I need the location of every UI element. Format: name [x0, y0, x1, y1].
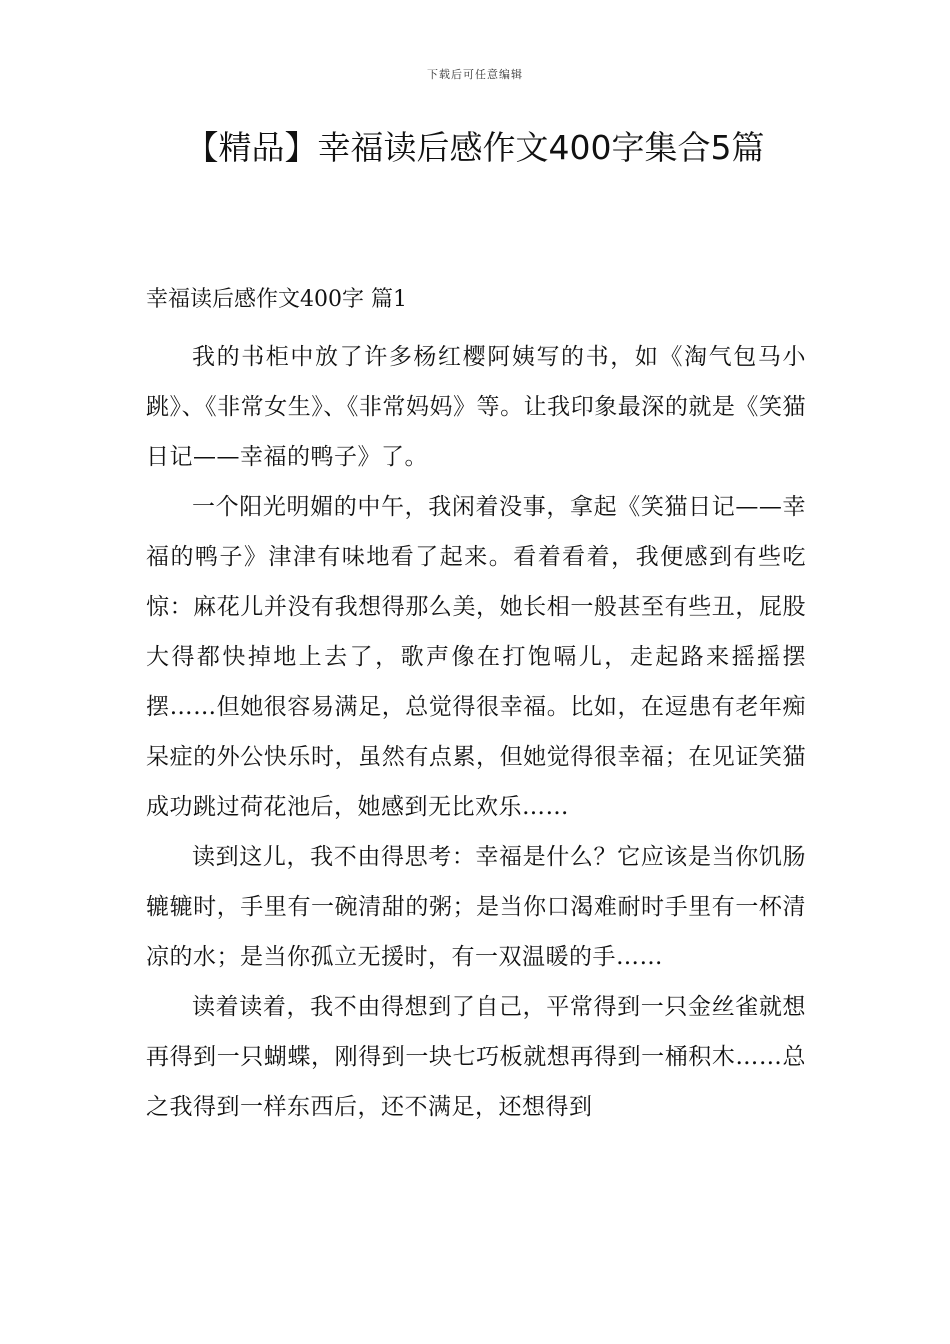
document-title: 【精品】幸福读后感作文400字集合5篇	[185, 128, 765, 167]
header-note: 下载后可任意编辑	[427, 68, 523, 81]
paragraph: 读到这儿，我不由得思考：幸福是什么？它应该是当你饥肠辘辘时，手里有一碗清甜的粥；是当你口渴难耐时手里有一杯清凉的水；是当你孤立无援时，有一双温暖的手……	[146, 844, 806, 970]
section-heading: 幸福读后感作文400字 篇1	[146, 287, 407, 312]
paragraph: 我的书柜中放了许多杨红樱阿姨写的书，如《淘气包马小跳》、《非常女生》、《非常妈妈》等。让我印象最深的就是《笑猫日记——幸福的鸭子》了。	[146, 344, 806, 470]
body-text	[146, 332, 806, 1132]
paragraph: 一个阳光明媚的中午，我闲着没事，拿起《笑猫日记——幸福的鸭子》津津有味地看了起来。看着看着，我便感到有些吃惊：麻花儿并没有我想得那么美，她长相一般甚至有些丑，屁股大得都快掉地上去了，歌声像在打饱嗝儿，走起路来摇摇摆摆……但她很容易满足，总觉得很幸福。比如，在逗患有老年痴呆症的外公快乐时，虽然有点累，但她觉得很幸福；在见证笑猫成功跳过荷花池后，她感到无比欢乐……	[146, 494, 806, 820]
paragraph: 读着读着，我不由得想到了自己，平常得到一只金丝雀就想再得到一只蝴蝶，刚得到一块七巧板就想再得到一桶积木……总之我得到一样东西后，还不满足，还想得到	[146, 994, 806, 1120]
